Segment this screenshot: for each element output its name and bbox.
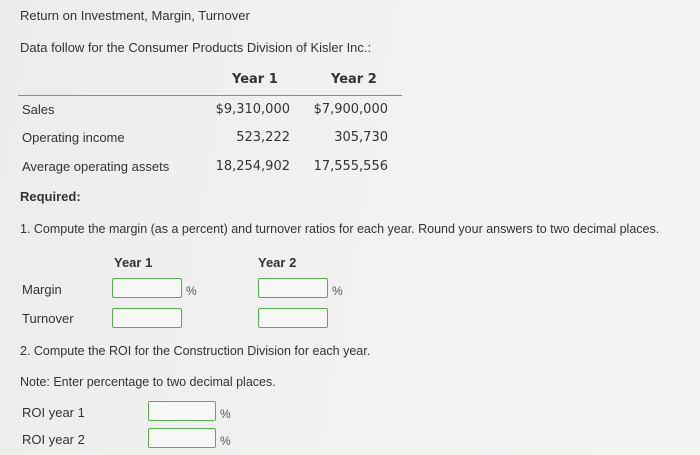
sales-year1: $9,310,000 xyxy=(215,102,290,117)
question-2-note: Note: Enter percentage to two decimal places. xyxy=(20,375,276,389)
row-label-operating-income: Operating income xyxy=(22,130,125,145)
roi-year2-percent: % xyxy=(220,434,231,448)
question-1-text: 1. Compute the margin (as a percent) and turnover ratios for each year. Round your answers to two decimal places. xyxy=(20,222,660,236)
margin-label: Margin xyxy=(22,282,62,297)
operating-income-year2: 305,730 xyxy=(334,130,388,145)
row-label-average-operating-assets: Average operating assets xyxy=(22,159,170,174)
table-header-year2: Year 2 xyxy=(331,72,377,87)
roi-year2-label: ROI year 2 xyxy=(22,432,85,447)
operating-income-year1: 523,222 xyxy=(236,130,290,145)
row-label-sales: Sales xyxy=(22,102,55,117)
table-header-rule xyxy=(18,95,402,96)
turnover-year2-input[interactable] xyxy=(258,308,328,328)
margin-year1-percent: % xyxy=(186,284,197,298)
roi-year1-input[interactable] xyxy=(148,401,216,421)
intro-text: Data follow for the Consumer Products Division of Kisler Inc.: xyxy=(20,40,372,55)
margin-year2-input[interactable] xyxy=(258,278,328,298)
turnover-label: Turnover xyxy=(22,311,74,326)
required-heading: Required: xyxy=(20,189,81,204)
page-title: Return on Investment, Margin, Turnover xyxy=(20,8,250,23)
question-2-text: 2. Compute the ROI for the Construction Division for each year. xyxy=(20,344,371,358)
q1-header-year2: Year 2 xyxy=(258,255,297,270)
average-operating-assets-year1: 18,254,902 xyxy=(215,159,290,174)
sales-year2: $7,900,000 xyxy=(313,102,388,117)
roi-year1-label: ROI year 1 xyxy=(22,405,85,420)
average-operating-assets-year2: 17,555,556 xyxy=(313,159,388,174)
turnover-year1-input[interactable] xyxy=(112,308,182,328)
roi-year2-input[interactable] xyxy=(148,428,216,448)
margin-year2-percent: % xyxy=(332,284,343,298)
q1-header-year1: Year 1 xyxy=(114,255,153,270)
roi-year1-percent: % xyxy=(220,407,231,421)
margin-year1-input[interactable] xyxy=(112,278,182,298)
table-header-year1: Year 1 xyxy=(232,72,278,87)
